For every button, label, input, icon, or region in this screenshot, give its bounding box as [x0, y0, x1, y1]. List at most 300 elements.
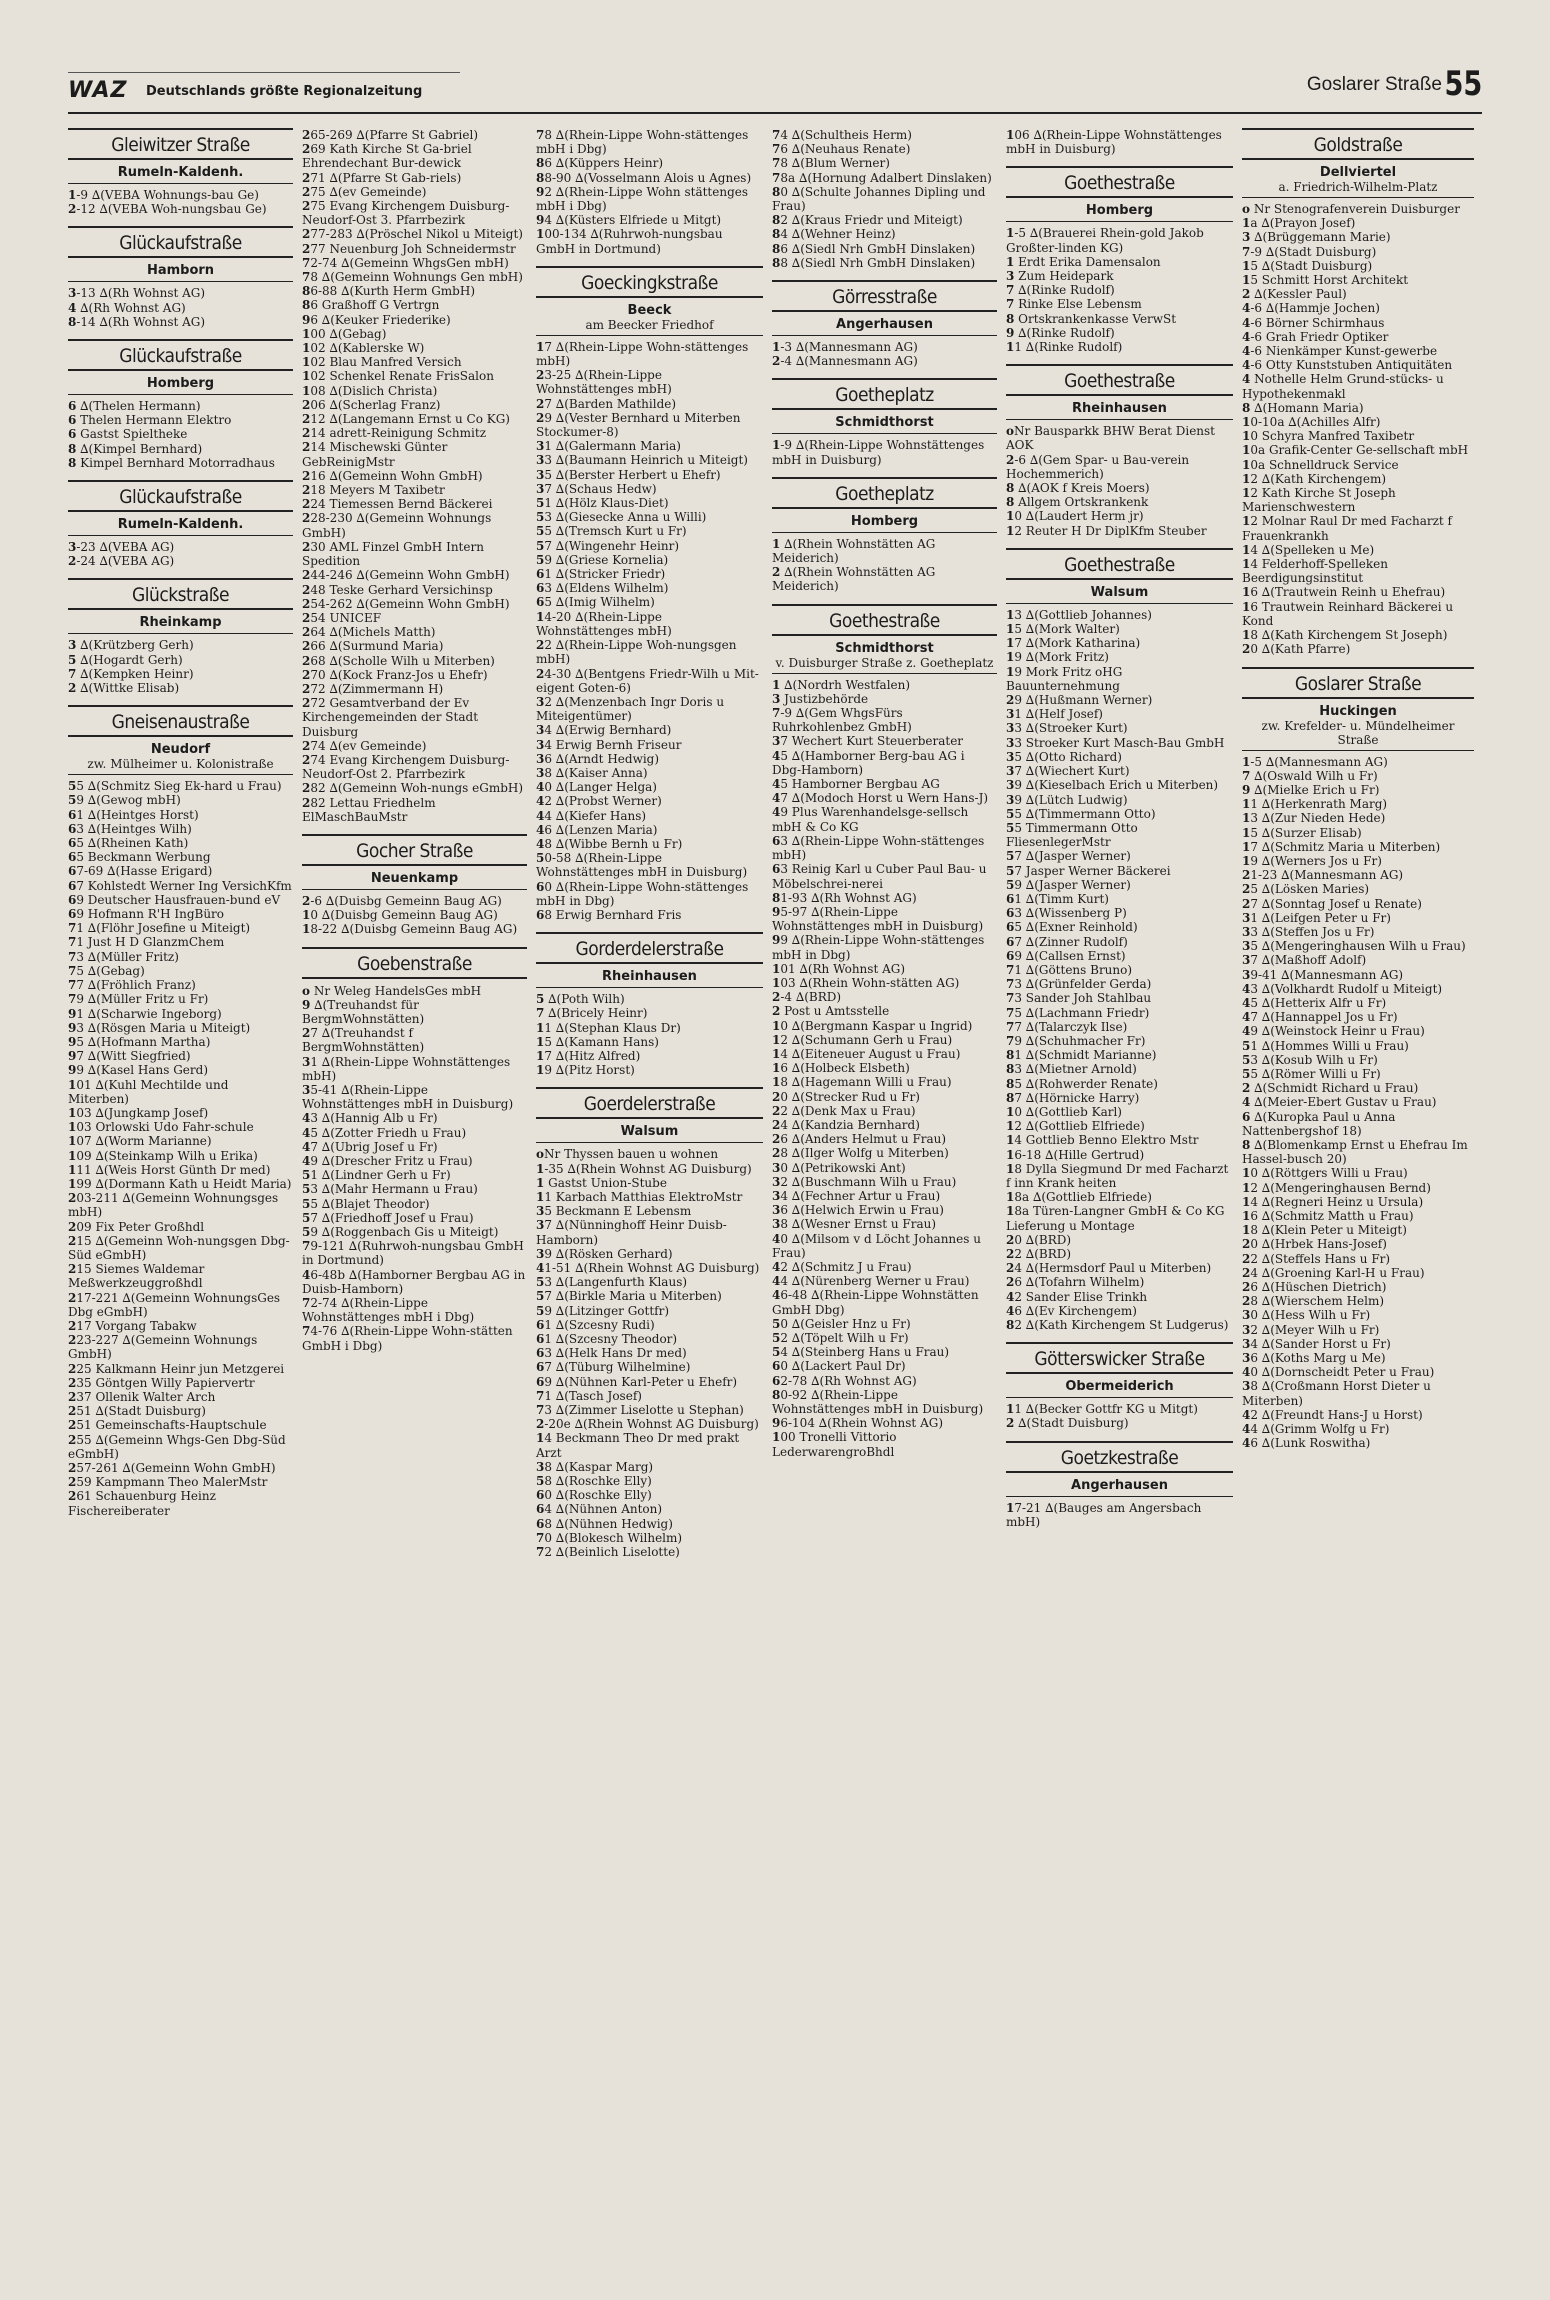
street-section: [302, 128, 527, 824]
address-entry: 35 ∆(Otto Richard): [1006, 749, 1122, 764]
address-entry: 67 Kohlstedt Werner Ing VersichKfm: [68, 878, 292, 893]
directory-column: [534, 128, 770, 2288]
page-number: 55: [1444, 64, 1482, 104]
address-entry: 84 ∆(Wehner Heinz): [772, 227, 896, 242]
running-head-street: Goslarer Straße: [1306, 74, 1442, 95]
address-entry: 224 Tiemessen Bernd Bäckerei: [302, 497, 493, 512]
address-entry: 4-6 ∆(Hammje Jochen): [1242, 301, 1380, 316]
address-entry: 70 ∆(Blokesch Wilhelm): [536, 1530, 683, 1545]
street-section: [68, 128, 293, 216]
address-entry: 61 ∆(Heintges Horst): [68, 807, 199, 822]
address-entry: 2-20e ∆(Rhein Wohnst AG Duisburg): [536, 1417, 759, 1432]
address-entry: 88-90 ∆(Vosselmann Alois u Agnes): [536, 170, 752, 185]
district-rule: [1006, 419, 1233, 420]
address-entry: 214 Mischewski Günter GebReinigMstr: [302, 440, 448, 469]
address-entry: 212 ∆(Langemann Ernst u Co KG): [302, 412, 510, 427]
address-entry: 28 ∆(Ilger Wolfg u Miterben): [772, 1146, 949, 1161]
address-entry: 34 ∆(Sander Horst u Fr): [1242, 1336, 1391, 1351]
address-entry: 34 ∆(Fechner Artur u Frau): [772, 1188, 941, 1203]
address-entry: 32 ∆(Meyer Wilh u Fr): [1242, 1322, 1380, 1337]
address-entry: 203-211 ∆(Gemeinn Wohnungsges mbH): [68, 1191, 279, 1220]
district-name: Angerhausen: [1071, 1477, 1168, 1493]
address-entry: 269 Kath Kirche St Ga-briel Ehrendechant Bur-dewick: [302, 142, 472, 171]
address-entry: 18 ∆(Hagemann Willi u Frau): [772, 1075, 952, 1090]
address-entry: 42 ∆(Schmitz J u Frau): [772, 1259, 912, 1274]
address-entry: 8-14 ∆(Rh Wohnst AG): [68, 314, 206, 329]
address-entry: 40 ∆(Langer Helga): [536, 780, 657, 795]
address-entry: 30 ∆(Petrikowski Ant): [772, 1160, 906, 1175]
address-entry: 100 ∆(Gebag): [302, 326, 387, 341]
address-entry: 92 ∆(Rhein-Lippe Wohn stättenges mbH i Dbg): [536, 184, 749, 214]
address-entry: 19 ∆(Pitz Horst): [536, 1063, 635, 1078]
address-entry: 217 Vorgang Tabakw: [68, 1318, 197, 1333]
district-rule: [772, 433, 997, 434]
address-entry: 268 ∆(Scholle Wilh u Miterben): [302, 653, 495, 668]
address-entry: 33 ∆(Stroeker Kurt): [1006, 721, 1128, 736]
street-section: [68, 339, 293, 470]
district-name: Neuenkamp: [370, 870, 459, 886]
address-entry: 218 Meyers M Taxibetr: [302, 483, 445, 498]
district-name: Rumeln-Kaldenh.: [117, 165, 244, 180]
address-entry: 73 ∆(Zimmer Liselotte u Stephan): [536, 1403, 744, 1418]
address-entry: 15 ∆(Mork Walter): [1006, 622, 1120, 637]
street-section: [1006, 364, 1233, 538]
address-entry: 9 ∆(Rinke Rudolf): [1006, 325, 1115, 340]
street-name: Glückaufstraße: [68, 339, 293, 371]
address-entry: 51 ∆(Hommes Willi u Frau): [1242, 1038, 1409, 1053]
district-name: Walsum: [620, 1124, 679, 1140]
address-entry: 111 ∆(Weis Horst Günth Dr med): [68, 1162, 271, 1177]
address-entry: 59 ∆(Jasper Werner): [1006, 877, 1131, 892]
address-entry: 91 ∆(Scharwie Ingeborg): [68, 1006, 222, 1021]
address-entry: 10 ∆(Laudert Herm jr): [1006, 509, 1144, 524]
street-section: [536, 1087, 763, 1559]
address-entry: 12 ∆(Schumann Gerh u Frau): [772, 1032, 953, 1047]
address-entry: 68 Erwig Bernhard Fris: [536, 907, 682, 922]
address-entry: 67 ∆(Zinner Rudolf): [1006, 934, 1128, 949]
address-entry: 2-4 ∆(Mannesmann AG): [772, 354, 918, 369]
address-entry: 40 ∆(Milsom v d Löcht Johannes u Frau): [772, 1231, 981, 1260]
address-entry: 254-262 ∆(Gemeinn Wohn GmbH): [302, 596, 510, 611]
district-rule: [1006, 603, 1233, 604]
address-entry: 96-104 ∆(Rhein Wohnst AG): [772, 1416, 944, 1431]
address-entry: 38 ∆(Wesner Ernst u Frau): [772, 1217, 937, 1232]
directory-column: [770, 128, 1004, 2288]
address-entry: 32 ∆(Buschmann Wilh u Frau): [772, 1174, 957, 1189]
address-entry: 25 ∆(Lösken Maries): [1242, 882, 1370, 897]
address-entry: 7 ∆(Bricely Heinr): [536, 1006, 648, 1021]
address-entry: 54 ∆(Steinberg Hans u Frau): [772, 1345, 950, 1360]
address-entry: 64 ∆(Nühnen Anton): [536, 1502, 663, 1517]
address-entry: 26 ∆(Tofahrn Wilhelm): [1006, 1275, 1145, 1290]
street-name: Glückaufstraße: [68, 226, 293, 258]
address-entry: 69 Deutscher Hausfrauen-bund eV: [68, 892, 281, 907]
address-entry: 10a Grafik-Center Ge-sellschaft mbH: [1242, 443, 1469, 458]
address-entry: 26 ∆(Hüschen Dietrich): [1242, 1280, 1387, 1295]
address-entry: 10 ∆(Duisbg Gemeinn Baug AG): [302, 908, 498, 923]
address-entry: 79 ∆(Müller Fritz u Fr): [68, 992, 209, 1007]
address-entry: 14-20 ∆(Rhein-Lippe Wohnstättenges mbH): [536, 609, 672, 638]
address-entry: 48 ∆(Wibbe Bernh u Fr): [536, 836, 683, 851]
address-entry: 39 ∆(Rösken Gerhard): [536, 1246, 673, 1261]
address-entry: 46 ∆(Ev Kirchengem): [1006, 1303, 1137, 1318]
address-entry: 53 ∆(Langenfurth Klaus): [536, 1275, 688, 1290]
masthead: [68, 64, 1482, 114]
address-entry: 71 ∆(Tasch Josef): [536, 1388, 642, 1403]
address-entry: 16 ∆(Trautwein Reinh u Ehefrau): [1242, 585, 1446, 600]
address-entry: 14 ∆(Spelleken u Me): [1242, 542, 1375, 557]
district-rule: [68, 535, 293, 536]
address-entry: 57 ∆(Birkle Maria u Miterben): [536, 1289, 722, 1304]
address-entry: 63 ∆(Eldens Wilhelm): [536, 581, 669, 596]
address-entry: 55 ∆(Timmermann Otto): [1006, 806, 1156, 821]
address-entry: 264 ∆(Michels Matth): [302, 625, 436, 640]
address-entry: 33 Stroeker Kurt Masch-Bau GmbH: [1006, 735, 1225, 750]
street-section: [1242, 667, 1474, 1451]
address-entry: 15 Schmitt Horst Architekt: [1242, 273, 1409, 288]
address-entry: 11 ∆(Stephan Klaus Dr): [536, 1020, 681, 1035]
address-entry: 12 ∆(Kath Kirchengem): [1242, 471, 1387, 486]
address-entry: 22 ∆(Denk Max u Frau): [772, 1103, 916, 1118]
address-entry: 7-9 ∆(Stadt Duisburg): [1242, 244, 1377, 259]
district-note: a. Friedrich-Wilhelm-Platz: [1278, 180, 1438, 194]
address-entry: 2 Post u Amtsstelle: [772, 1004, 890, 1019]
newspaper-logo: WAZ: [68, 78, 128, 103]
district-rule: [536, 335, 763, 336]
address-entry: 55 ∆(Blajet Theodor): [302, 1196, 430, 1211]
street-section: [1006, 128, 1233, 156]
address-entry: 20 ∆(Strecker Rud u Fr): [772, 1089, 920, 1104]
address-entry: 22 ∆(BRD): [1006, 1247, 1072, 1261]
address-entry: 55 Timmermann Otto FliesenlegerMstr: [1006, 820, 1138, 850]
address-entry: 32 ∆(Menzenbach Ingr Doris u Miteigentümer): [536, 694, 725, 724]
address-entry: 57 Jasper Werner Bäckerei: [1006, 863, 1171, 878]
address-entry: 1-5 ∆(Brauerei Rhein-gold Jakob Großter-linden KG): [1006, 226, 1204, 255]
address-entry: 63 ∆(Wissenberg P): [1006, 906, 1127, 921]
address-entry: 19 ∆(Mork Fritz): [1006, 650, 1109, 665]
address-entry: 5 ∆(Hogardt Gerh): [68, 652, 183, 667]
address-entry: 61 ∆(Timm Kurt): [1006, 891, 1109, 906]
address-entry: 101 ∆(Rh Wohnst AG): [772, 961, 906, 976]
address-entry: 31 ∆(Galermann Maria): [536, 439, 681, 454]
directory-columns: [66, 128, 1481, 2288]
directory-column: [66, 128, 300, 2288]
address-entry: 6 ∆(Kuropka Paul u Anna Nattenbergshof 18): [1242, 1109, 1396, 1138]
address-entry: 77 ∆(Fröhlich Franz): [68, 978, 196, 993]
address-entry: 20 ∆(Kath Pfarre): [1242, 642, 1351, 657]
address-entry: 36 ∆(Helwich Erwin u Frau): [772, 1203, 944, 1218]
address-entry: 1 Gastst Union-Stube: [536, 1175, 667, 1190]
address-entry: 2 ∆(Rhein Wohnstätten AG Meiderich): [772, 565, 936, 594]
address-entry: 266 ∆(Surmund Maria): [302, 639, 444, 654]
district-rule: [1242, 197, 1474, 198]
address-entry: 61 ∆(Stricker Friedr): [536, 567, 666, 582]
address-entry: 18 Dylla Siegmund Dr med Facharzt f inn Krank heiten: [1006, 1161, 1229, 1190]
street-name: Glückstraße: [68, 578, 293, 610]
address-entry: 53 ∆(Mahr Hermann u Frau): [302, 1182, 478, 1197]
address-entry: 79 ∆(Schuhmacher Fr): [1006, 1033, 1146, 1048]
address-entry: 251 ∆(Stadt Duisburg): [68, 1404, 206, 1419]
address-entry: 8 Allgem Ortskrankenk: [1006, 495, 1149, 510]
district-name: Schmidthorst: [835, 640, 934, 656]
address-entry: 7 ∆(Kempken Heinr): [68, 666, 194, 681]
address-entry: 37 Wechert Kurt Steuerberater: [772, 734, 964, 749]
address-entry: 23-25 ∆(Rhein-Lippe Wohnstättenges mbH): [536, 368, 672, 397]
address-entry: 55 ∆(Schmitz Sieg Ek-hard u Frau): [68, 779, 282, 794]
address-entry: 36 ∆(Arndt Hedwig): [536, 751, 660, 766]
address-entry: 2 ∆(Kessler Paul): [1242, 287, 1347, 302]
address-entry: 16 ∆(Schmitz Matth u Frau): [1242, 1209, 1414, 1223]
address-entry: 217-221 ∆(Gemeinn WohnungsGes Dbg eGmbH): [68, 1290, 281, 1319]
address-entry: 2 ∆(Wittke Elisab): [68, 681, 180, 696]
address-entry: 259 Kampmann Theo MalerMstr: [68, 1475, 268, 1490]
address-entry: 237 Ollenik Walter Arch: [68, 1389, 216, 1404]
district-name: Huckingen: [1319, 703, 1397, 719]
address-entry: 10a Schnelldruck Service: [1242, 457, 1399, 472]
street-section: [1242, 128, 1474, 657]
address-entry: 82 ∆(Kraus Friedr und Miteigt): [772, 213, 963, 228]
address-entry: 2-6 ∆(Duisbg Gemeinn Baug AG): [302, 893, 502, 908]
address-entry: 1-3 ∆(Mannesmann AG): [772, 340, 918, 355]
district-name: Dellviertel: [1319, 165, 1397, 180]
address-entry: 14 Felderhoff-Spelleken Beerdigungsinstitut: [1242, 557, 1388, 586]
address-entry: 18a Türen-Langner GmbH & Co KG Lieferung u Montage: [1006, 1204, 1225, 1233]
address-entry: 11 ∆(Becker Gottfr KG u Mitgt): [1006, 1402, 1198, 1417]
address-entry: 14 Gottlieb Benno Elektro Mstr: [1006, 1133, 1199, 1148]
district-name: Walsum: [1090, 584, 1149, 600]
address-entry: 49 ∆(Drescher Fritz u Frau): [302, 1154, 473, 1168]
street-name: Goerdelerstraße: [536, 1087, 763, 1119]
address-entry: 12 ∆(Mengeringhausen Bernd): [1242, 1180, 1431, 1195]
address-entry: 42 Sander Elise Trinkh: [1006, 1289, 1148, 1304]
address-entry: 63 ∆(Heintges Wilh): [68, 821, 192, 836]
address-entry: 4-6 Grah Friedr Optiker: [1242, 329, 1389, 344]
address-entry: 1-35 ∆(Rhein Wohnst AG Duisburg): [536, 1161, 752, 1176]
address-entry: 57 ∆(Jasper Werner): [1006, 849, 1131, 864]
street-name: Goslarer Straße: [1242, 667, 1474, 699]
district-rule: [1242, 750, 1474, 751]
address-entry: 58 ∆(Roschke Elly): [536, 1474, 652, 1489]
address-entry: 43 ∆(Volkhardt Rudolf u Miteigt): [1242, 981, 1443, 996]
address-entry: 10 ∆(Bergmann Kaspar u Ingrid): [772, 1018, 973, 1033]
address-entry: 16-18 ∆(Hille Gertrud): [1006, 1147, 1145, 1162]
address-entry: 78 ∆(Blum Werner): [772, 156, 890, 171]
address-entry: 24 ∆(Groening Karl-H u Frau): [1242, 1265, 1425, 1280]
address-entry: 86-88 ∆(Kurth Herm GmbH): [302, 284, 476, 299]
address-entry: 35 Beckmann E Lebensm: [536, 1204, 692, 1219]
address-entry: 38 ∆(Croßmann Horst Dieter u Miterben): [1242, 1379, 1431, 1408]
address-entry: 1 ∆(Nordrh Westfalen): [772, 677, 911, 692]
address-entry: 16 ∆(Holbeck Elsbeth): [772, 1061, 910, 1076]
address-entry: 1-9 ∆(VEBA Wohnungs-bau Ge): [68, 188, 259, 202]
address-entry: 251 Gemeinschafts-Hauptschule: [68, 1418, 267, 1433]
address-entry: 37 ∆(Schaus Hedw): [536, 481, 657, 496]
address-entry: oNr Thyssen bauen u wohnen: [536, 1147, 719, 1162]
address-entry: 49 ∆(Weinstock Heinr u Frau): [1242, 1024, 1425, 1039]
street-name: Gneisenaustraße: [68, 705, 293, 737]
address-entry: 29 ∆(Hußmann Werner): [1006, 693, 1153, 708]
address-entry: 214 adrett-Reinigung Schmitz: [302, 426, 487, 441]
address-entry: 71 ∆(Göttens Bruno): [1006, 962, 1133, 977]
address-entry: 103 Orlowski Udo Fahr-schule: [68, 1120, 254, 1135]
address-entry: 9 ∆(Mielke Erich u Fr): [1242, 782, 1380, 797]
address-entry: 277 Neuenburg Joh Schneidermstr: [302, 241, 516, 256]
address-entry: 96 ∆(Keuker Friederike): [302, 312, 451, 327]
directory-column: [1004, 128, 1240, 2288]
address-entry: 109 ∆(Steinkamp Wilh u Erika): [68, 1148, 258, 1163]
address-entry: 75 ∆(Gebag): [68, 963, 145, 978]
address-entry: 2-4 ∆(BRD): [772, 990, 842, 1005]
address-entry: 46 ∆(Lenzen Maria): [536, 822, 658, 837]
address-entry: 215 Siemes Waldemar Meßwerkzeuggroßhdl: [68, 1262, 205, 1291]
district-name: Obermeiderich: [1065, 1379, 1174, 1395]
address-entry: 33 ∆(Baumann Heinrich u Miteigt): [536, 453, 748, 468]
address-entry: 72-74 ∆(Gemeinn WhgsGen mbH): [302, 255, 509, 270]
address-entry: 6 ∆(Thelen Hermann): [68, 399, 201, 414]
address-entry: 24-30 ∆(Bentgens Friedr-Wilh u Mit-eigent Goten-6): [536, 666, 759, 695]
address-entry: 13 ∆(Zur Nieden Hede): [1242, 811, 1386, 826]
address-entry: 2-24 ∆(VEBA AG): [68, 554, 175, 569]
address-entry: 100-134 ∆(Ruhrwoh-nungsbau GmbH in Dortmund): [536, 227, 723, 256]
street-section: [68, 480, 293, 568]
address-entry: 108 ∆(Dislich Christa): [302, 383, 438, 398]
address-entry: 31 ∆(Helf Josef): [1006, 707, 1103, 722]
address-entry: 274 ∆(ev Gemeinde): [302, 738, 427, 753]
district-name: Rheinkamp: [139, 615, 222, 631]
address-entry: 1-9 ∆(Rhein-Lippe Wohnstättenges mbH in Duisburg): [772, 438, 985, 467]
address-entry: 10 ∆(Gottlieb Karl): [1006, 1104, 1122, 1119]
address-entry: 14 ∆(Eiteneuer August u Frau): [772, 1046, 961, 1061]
district-name: Homberg: [850, 513, 919, 529]
address-entry: 45 ∆(Hamborner Berg-bau AG i Dbg-Hamborn): [772, 748, 965, 777]
street-name: Gocher Straße: [302, 834, 527, 866]
address-entry: 63 Reinig Karl u Cuber Paul Bau- u Möbelschrei-nerei: [772, 862, 987, 891]
address-entry: 37 ∆(Nünninghoff Heinr Duisb-Hamborn): [536, 1218, 727, 1247]
address-entry: 14 Beckmann Theo Dr med prakt Arzt: [536, 1431, 740, 1460]
address-entry: 244-246 ∆(Gemeinn Wohn GmbH): [302, 568, 510, 583]
address-entry: 44 ∆(Nürenberg Werner u Frau): [772, 1274, 970, 1289]
district-name: Hamborn: [146, 263, 215, 279]
masthead-rule: [68, 72, 460, 73]
address-entry: 39-41 ∆(Mannesmann AG): [1242, 967, 1404, 982]
street-name: Goethestraße: [772, 604, 997, 636]
address-entry: 7 ∆(Oswald Wilh u Fr): [1242, 768, 1378, 783]
address-entry: 2-6 ∆(Gem Spar- u Bau-verein Hochemmerich): [1006, 452, 1190, 481]
address-entry: 65 ∆(Exner Reinhold): [1006, 920, 1138, 935]
address-entry: 277-283 ∆(Pröschel Nikol u Miteigt): [302, 227, 523, 242]
street-name: Goetzkestraße: [1006, 1441, 1233, 1473]
district-name: Rheinhausen: [1072, 401, 1167, 417]
address-entry: 216 ∆(Gemeinn Wohn GmbH): [302, 468, 483, 483]
street-name: Goetheplatz: [772, 477, 997, 509]
address-entry: 95-97 ∆(Rhein-Lippe Wohnstättenges mbH in Duisburg): [772, 904, 984, 934]
address-entry: 34 ∆(Erwig Bernhard): [536, 723, 672, 738]
address-entry: 3-13 ∆(Rh Wohnst AG): [68, 286, 206, 301]
address-entry: 21-23 ∆(Mannesmann AG): [1242, 868, 1404, 883]
address-entry: 74 ∆(Schultheis Herm): [772, 128, 912, 142]
address-entry: 71 Just H D GlanzmChem: [68, 935, 225, 950]
address-entry: 7 Rinke Else Lebensm: [1006, 297, 1142, 312]
street-section: [68, 705, 293, 1518]
address-entry: 272 Gesamtverband der Ev Kirchengemeinden der Stadt Duisburg: [302, 696, 479, 739]
address-entry: 86 ∆(Siedl Nrh GmbH Dinslaken): [772, 241, 976, 256]
street-name: Goebenstraße: [302, 947, 527, 979]
district-name: Neudorf: [150, 742, 211, 758]
address-entry: 81 ∆(Schmidt Marianne): [1006, 1048, 1157, 1063]
address-entry: 53 ∆(Kosub Wilh u Fr): [1242, 1052, 1378, 1067]
address-entry: 274 Evang Kirchengem Duisburg-Neudorf-Ost 2. Pfarrbezirk: [302, 752, 510, 782]
address-entry: 63 ∆(Rhein-Lippe Wohn-stättenges mbH): [772, 833, 985, 863]
address-entry: 1-5 ∆(Mannesmann AG): [1242, 754, 1388, 769]
district-rule: [772, 532, 997, 533]
address-entry: 17 ∆(Hitz Alfred): [536, 1048, 641, 1063]
address-entry: 8 ∆(AOK f Kreis Moers): [1006, 481, 1150, 496]
address-entry: 60 ∆(Roschke Elly): [536, 1488, 652, 1503]
address-entry: 18 ∆(Klein Peter u Miteigt): [1242, 1223, 1407, 1238]
address-entry: 57 ∆(Wingenehr Heinr): [536, 538, 680, 553]
address-entry: 78a ∆(Hornung Adalbert Dinslaken): [772, 170, 992, 185]
address-entry: 59 ∆(Griese Kornelia): [536, 552, 669, 567]
address-entry: 39 ∆(Lütch Ludwig): [1006, 792, 1128, 807]
address-entry: 72 ∆(Beinlich Liselotte): [536, 1545, 680, 1560]
address-entry: 103 ∆(Rhein Wohn-stätten AG): [772, 975, 960, 990]
district-rule: [772, 673, 997, 674]
address-entry: 73 Sander Joh Stahlbau: [1006, 991, 1152, 1006]
address-entry: 27 ∆(Sonntag Josef u Renate): [1242, 896, 1422, 911]
address-entry: 51 ∆(Hölz Klaus-Diet): [536, 496, 669, 511]
street-name: Goetheplatz: [772, 378, 997, 410]
address-entry: 8 ∆(Blomenkamp Ernst u Ehefrau Im Hassel-busch 20): [1242, 1137, 1468, 1167]
address-entry: 11 ∆(Herkenrath Marg): [1242, 797, 1388, 812]
street-section: [68, 226, 293, 329]
address-entry: 61 ∆(Szcesny Theodor): [536, 1332, 678, 1347]
address-entry: 85 ∆(Rohwerder Renate): [1006, 1076, 1158, 1091]
address-entry: 15 ∆(Surzer Elisab): [1242, 825, 1362, 840]
address-entry: 1 Erdt Erika Damensalon: [1006, 254, 1161, 269]
address-entry: 42 ∆(Probst Werner): [536, 794, 662, 809]
district-note: zw. Mülheimer u. Kolonistraße: [87, 757, 274, 772]
street-name: Götterswicker Straße: [1006, 1342, 1233, 1374]
address-entry: 40 ∆(Dornscheidt Peter u Frau): [1242, 1365, 1435, 1380]
address-entry: 102 ∆(Kablerske W): [302, 341, 425, 356]
address-entry: 2-12 ∆(VEBA Woh-nungsbau Ge): [68, 202, 267, 217]
street-section: [68, 578, 293, 695]
district-note: zw. Krefelder- u. Mündelheimer Straße: [1261, 718, 1455, 747]
address-entry: oNr Bausparkk BHW Berat Dienst AOK: [1006, 424, 1216, 453]
address-entry: 88 ∆(Siedl Nrh GmbH Dinslaken): [772, 255, 976, 270]
address-entry: 12 Reuter H Dr DiplKfm Steuber: [1006, 523, 1207, 538]
address-entry: 24 ∆(Kandzia Bernhard): [772, 1117, 920, 1132]
address-entry: 35-41 ∆(Rhein-Lippe Wohnstättenges mbH in Duisburg): [302, 1082, 514, 1112]
street-section: [1006, 548, 1233, 1332]
district-note: v. Duisburger Straße z. Goetheplatz: [775, 655, 994, 670]
address-entry: 53 ∆(Giesecke Anna u Willi): [536, 510, 707, 525]
address-entry: 60 ∆(Lackert Paul Dr): [772, 1359, 906, 1374]
address-entry: 80-92 ∆(Rhein-Lippe Wohnstättenges mbH in Duisburg): [772, 1387, 984, 1417]
address-entry: 12 Molnar Raul Dr med Facharzt f Frauenkrankh: [1242, 514, 1452, 543]
address-entry: 46-48 ∆(Rhein-Lippe Wohnstätten GmbH Dbg): [772, 1288, 979, 1317]
street-section: [1006, 1342, 1233, 1430]
street-name: Goethestraße: [1006, 548, 1233, 580]
address-entry: 61 ∆(Szcesny Rudi): [536, 1317, 655, 1332]
address-entry: 99 ∆(Rhein-Lippe Wohn-stättenges mbH in Dbg): [772, 933, 985, 962]
address-entry: 82 ∆(Kath Kirchengem St Ludgerus): [1006, 1318, 1229, 1333]
address-entry: 7-9 ∆(Gem WhgsFürs Ruhrkohlenbez GmbH): [772, 706, 912, 735]
address-entry: 47 ∆(Modoch Horst u Wern Hans-J): [772, 791, 989, 806]
street-name: Gorderdelerstraße: [536, 932, 763, 964]
address-entry: 20 ∆(Hrbek Hans-Josef): [1242, 1237, 1387, 1252]
address-entry: 59 ∆(Litzinger Gottfr): [536, 1303, 670, 1318]
